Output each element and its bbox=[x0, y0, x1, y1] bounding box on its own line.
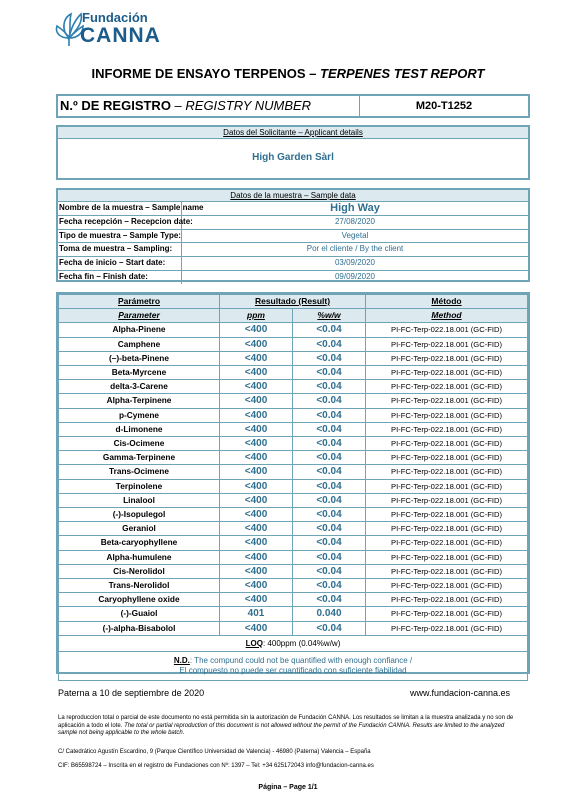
col-ppm: ppm bbox=[220, 309, 293, 323]
ppm-cell: <400 bbox=[220, 451, 293, 465]
result-row bbox=[59, 508, 528, 522]
sample-rows bbox=[58, 202, 528, 284]
result-row bbox=[59, 607, 528, 621]
method-cell: PI-FC-Terp-022.18.001 (GC-FID) bbox=[366, 351, 528, 365]
method-cell: PI-FC-Terp-022.18.001 (GC-FID) bbox=[366, 422, 528, 436]
ppm-cell: <400 bbox=[220, 579, 293, 593]
method-cell: PI-FC-Terp-022.18.001 (GC-FID) bbox=[366, 337, 528, 351]
method-cell: PI-FC-Terp-022.18.001 (GC-FID) bbox=[366, 465, 528, 479]
ppm-cell: <400 bbox=[220, 323, 293, 337]
ww-cell: <0.04 bbox=[293, 550, 366, 564]
parameter-cell: (-)-Guaiol bbox=[59, 607, 220, 621]
sample-row: Fecha fin – Finish date: 09/09/2020 bbox=[58, 271, 528, 284]
cif-contact: CIF: B65598724 – Inscrita en el registro de Fundaciones con Nº: 1397 – Tel: +34 625172043 info@fundacion-canna.es bbox=[58, 763, 374, 769]
col-parametro: Parámetro bbox=[59, 295, 220, 309]
ww-cell: <0.04 bbox=[293, 408, 366, 422]
loq-row bbox=[59, 635, 528, 651]
parameter-cell: Cis-Ocimene bbox=[59, 437, 220, 451]
parameter-cell: (-)-alpha-Bisabolol bbox=[59, 621, 220, 635]
method-cell: PI-FC-Terp-022.18.001 (GC-FID) bbox=[366, 479, 528, 493]
applicant-header: Datos del Solicitante – Applicant details bbox=[58, 127, 528, 139]
result-row bbox=[59, 323, 528, 337]
method-cell: PI-FC-Terp-022.18.001 (GC-FID) bbox=[366, 323, 528, 337]
parameter-cell: Cis-Nerolidol bbox=[59, 564, 220, 578]
ppm-cell: <400 bbox=[220, 522, 293, 536]
result-row bbox=[59, 394, 528, 408]
registry-label: N.º DE REGISTRO – REGISTRY NUMBER bbox=[58, 96, 360, 116]
sample-header: Datos de la muestra – Sample data bbox=[58, 190, 528, 202]
method-cell: PI-FC-Terp-022.18.001 (GC-FID) bbox=[366, 508, 528, 522]
parameter-cell: Alpha-Terpinene bbox=[59, 394, 220, 408]
result-row bbox=[59, 380, 528, 394]
ppm-cell: <400 bbox=[220, 366, 293, 380]
ppm-cell: 401 bbox=[220, 607, 293, 621]
place-date: Paterna a 10 de septiembre de 2020 bbox=[58, 688, 205, 698]
result-row bbox=[59, 493, 528, 507]
parameter-cell: Terpinolene bbox=[59, 479, 220, 493]
logo-line1: Fundación bbox=[82, 10, 148, 25]
method-cell: PI-FC-Terp-022.18.001 (GC-FID) bbox=[366, 522, 528, 536]
parameter-cell: Alpha-humulene bbox=[59, 550, 220, 564]
ww-cell: <0.04 bbox=[293, 422, 366, 436]
result-row bbox=[59, 366, 528, 380]
parameter-cell: Beta-caryophyllene bbox=[59, 536, 220, 550]
ww-cell: <0.04 bbox=[293, 437, 366, 451]
website-link[interactable]: www.fundacion-canna.es bbox=[410, 688, 511, 698]
method-cell: PI-FC-Terp-022.18.001 (GC-FID) bbox=[366, 579, 528, 593]
ppm-cell: <400 bbox=[220, 550, 293, 564]
nd-row bbox=[59, 651, 528, 680]
ww-cell: <0.04 bbox=[293, 522, 366, 536]
result-row bbox=[59, 337, 528, 351]
ww-cell: <0.04 bbox=[293, 323, 366, 337]
ww-cell: <0.04 bbox=[293, 394, 366, 408]
legal-notice bbox=[58, 715, 520, 738]
applicant-name: High Garden Sàrl bbox=[252, 152, 334, 163]
result-row bbox=[59, 593, 528, 607]
ppm-cell: <400 bbox=[220, 380, 293, 394]
parameter-cell: delta-3-Carene bbox=[59, 380, 220, 394]
result-row bbox=[59, 621, 528, 635]
results-table bbox=[58, 294, 528, 681]
parameter-cell: Camphene bbox=[59, 337, 220, 351]
ww-cell: <0.04 bbox=[293, 564, 366, 578]
ww-cell: <0.04 bbox=[293, 337, 366, 351]
ppm-cell: <400 bbox=[220, 621, 293, 635]
results-header-row bbox=[59, 295, 528, 309]
parameter-cell: (-)-Isopulegol bbox=[59, 508, 220, 522]
col-method: Method bbox=[366, 309, 528, 323]
method-cell: PI-FC-Terp-022.18.001 (GC-FID) bbox=[366, 607, 528, 621]
ww-cell: <0.04 bbox=[293, 593, 366, 607]
parameter-cell: Trans-Nerolidol bbox=[59, 579, 220, 593]
ww-cell: <0.04 bbox=[293, 465, 366, 479]
ww-cell: <0.04 bbox=[293, 621, 366, 635]
result-row bbox=[59, 451, 528, 465]
applicant-box bbox=[56, 125, 530, 180]
parameter-cell: Alpha-Pinene bbox=[59, 323, 220, 337]
ww-cell: <0.04 bbox=[293, 508, 366, 522]
col-resultado: Resultado (Result) bbox=[220, 295, 366, 309]
title-es: INFORME DE ENSAYO TERPENOS – bbox=[91, 66, 321, 81]
result-row bbox=[59, 536, 528, 550]
sample-row: Toma de muestra – Sampling: Por el cliente / By the client bbox=[58, 243, 528, 257]
loq-value: : 400ppm (0.04%w/w) bbox=[262, 638, 341, 648]
result-row bbox=[59, 422, 528, 436]
method-cell: PI-FC-Terp-022.18.001 (GC-FID) bbox=[366, 564, 528, 578]
ppm-cell: <400 bbox=[220, 564, 293, 578]
ppm-cell: <400 bbox=[220, 337, 293, 351]
results-box bbox=[56, 292, 530, 674]
result-row bbox=[59, 479, 528, 493]
method-cell: PI-FC-Terp-022.18.001 (GC-FID) bbox=[366, 593, 528, 607]
report-title bbox=[0, 66, 576, 81]
nd-es: El compuesto no puede ser cuantificado con suficiente fiabilidad bbox=[179, 665, 407, 675]
parameter-cell: Beta-Myrcene bbox=[59, 366, 220, 380]
ww-cell: <0.04 bbox=[293, 380, 366, 394]
parameter-cell: Gamma-Terpinene bbox=[59, 451, 220, 465]
ww-cell: <0.04 bbox=[293, 366, 366, 380]
method-cell: PI-FC-Terp-022.18.001 (GC-FID) bbox=[366, 451, 528, 465]
method-cell: PI-FC-Terp-022.18.001 (GC-FID) bbox=[366, 394, 528, 408]
sample-row: Fecha recepción – Recepcion date: 27/08/2020 bbox=[58, 216, 528, 230]
col-metodo: Método bbox=[366, 295, 528, 309]
loq-label: LOQ bbox=[245, 638, 263, 648]
ww-cell: <0.04 bbox=[293, 451, 366, 465]
ppm-cell: <400 bbox=[220, 508, 293, 522]
parameter-cell: p-Cymene bbox=[59, 408, 220, 422]
ppm-cell: <400 bbox=[220, 394, 293, 408]
method-cell: PI-FC-Terp-022.18.001 (GC-FID) bbox=[366, 621, 528, 635]
result-row bbox=[59, 351, 528, 365]
registry-number: M20-T1252 bbox=[415, 100, 473, 112]
ppm-cell: <400 bbox=[220, 422, 293, 436]
result-row bbox=[59, 437, 528, 451]
sample-box bbox=[56, 188, 530, 282]
result-row bbox=[59, 465, 528, 479]
parameter-cell: Caryophyllene oxide bbox=[59, 593, 220, 607]
method-cell: PI-FC-Terp-022.18.001 (GC-FID) bbox=[366, 380, 528, 394]
ppm-cell: <400 bbox=[220, 465, 293, 479]
ww-cell: <0.04 bbox=[293, 536, 366, 550]
col-ww: %w/w bbox=[293, 309, 366, 323]
sample-row: Tipo de muestra – Sample Type: Vegetal bbox=[58, 230, 528, 244]
page-number: Página – Page 1/1 bbox=[258, 784, 318, 791]
ppm-cell: <400 bbox=[220, 536, 293, 550]
title-en: TERPENES TEST REPORT bbox=[320, 66, 485, 81]
method-cell: PI-FC-Terp-022.18.001 (GC-FID) bbox=[366, 550, 528, 564]
method-cell: PI-FC-Terp-022.18.001 (GC-FID) bbox=[366, 536, 528, 550]
result-row bbox=[59, 522, 528, 536]
legal-en: The total or partial reproduction of this document is not allowed without the permit of the Fundación CANNA. Results are limited to the analyzed sample not being applicable to the whole batch. bbox=[58, 722, 505, 736]
result-row bbox=[59, 408, 528, 422]
sample-row: Fecha de inicio – Start date: 03/09/2020 bbox=[58, 257, 528, 271]
nd-en: : The compund could not be quantified with enough confiance / bbox=[189, 655, 413, 665]
logo-line2: CANNA bbox=[80, 24, 161, 47]
registry-box bbox=[56, 94, 530, 118]
method-cell: PI-FC-Terp-022.18.001 (GC-FID) bbox=[366, 366, 528, 380]
result-row bbox=[59, 579, 528, 593]
parameter-cell: Linalool bbox=[59, 493, 220, 507]
result-row bbox=[59, 564, 528, 578]
parameter-cell: (–)-beta-Pinene bbox=[59, 351, 220, 365]
ww-cell: <0.04 bbox=[293, 579, 366, 593]
ppm-cell: <400 bbox=[220, 437, 293, 451]
ppm-cell: <400 bbox=[220, 408, 293, 422]
parameter-cell: Trans-Ocimene bbox=[59, 465, 220, 479]
ppm-cell: <400 bbox=[220, 493, 293, 507]
method-cell: PI-FC-Terp-022.18.001 (GC-FID) bbox=[366, 493, 528, 507]
parameter-cell: d-Limonene bbox=[59, 422, 220, 436]
ppm-cell: <400 bbox=[220, 593, 293, 607]
results-subheader-row bbox=[59, 309, 528, 323]
address: C/ Catedrático Agustín Escardino, 9 (Parque Científico Universidad de Valencia) - 46980 (Paterna) Valencia – España bbox=[58, 749, 371, 755]
legal-es: La reproduccion total o parcial de este documento no está permitida sin la autorización de Fundación CANNA. Los resultados se limitan a la muestra analizada y no son de aplicación a todo el lote. bbox=[58, 715, 514, 729]
ww-cell: <0.04 bbox=[293, 493, 366, 507]
ww-cell: <0.04 bbox=[293, 351, 366, 365]
col-parameter: Parameter bbox=[59, 309, 220, 323]
result-row bbox=[59, 550, 528, 564]
method-cell: PI-FC-Terp-022.18.001 (GC-FID) bbox=[366, 408, 528, 422]
ww-cell: 0.040 bbox=[293, 607, 366, 621]
ppm-cell: <400 bbox=[220, 351, 293, 365]
parameter-cell: Geraniol bbox=[59, 522, 220, 536]
nd-label: N.D. bbox=[173, 655, 190, 665]
method-cell: PI-FC-Terp-022.18.001 (GC-FID) bbox=[366, 437, 528, 451]
ppm-cell: <400 bbox=[220, 479, 293, 493]
sample-row: Nombre de la muestra – Sample name High Way bbox=[58, 202, 528, 216]
ww-cell: <0.04 bbox=[293, 479, 366, 493]
